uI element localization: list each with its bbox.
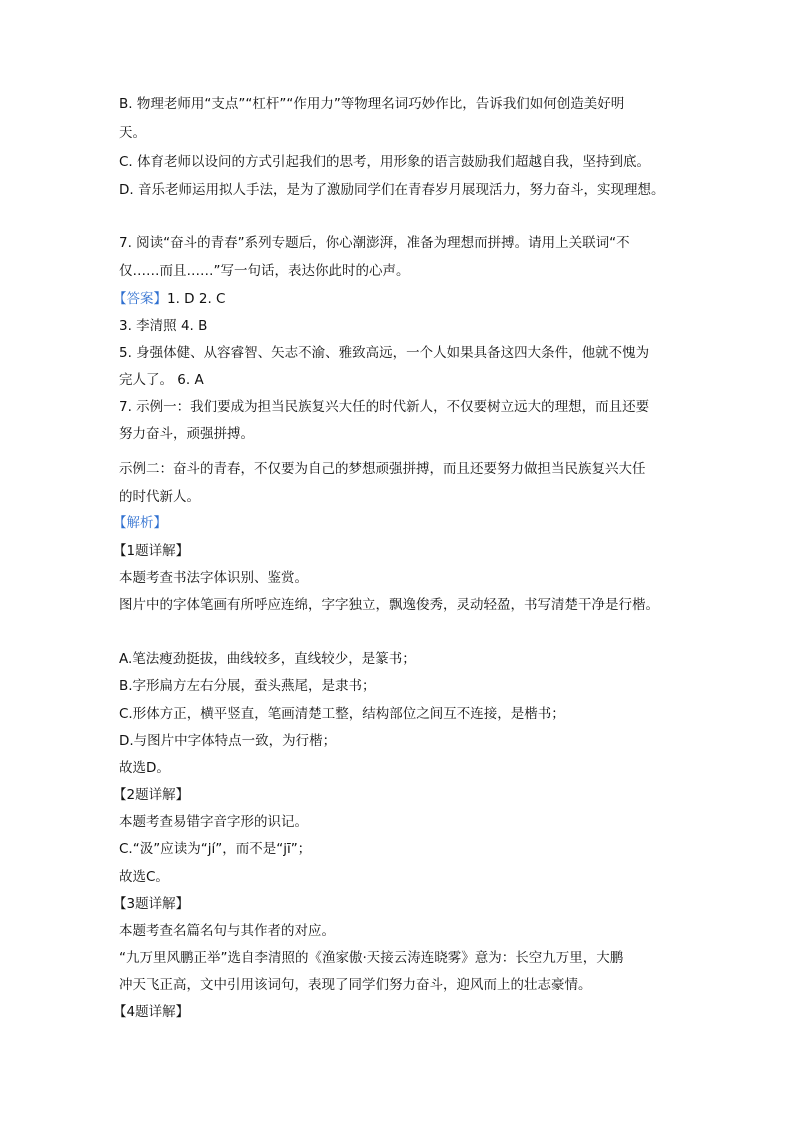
option-b-line1: B. 物理老师用“支点”“杠杆”“作用力”等物理名词巧妙作比，告诉我们如何创造美好明 (119, 96, 625, 112)
answer-tag: 【答案】 (113, 291, 167, 307)
answer-line3b: 完人了。 6. A (119, 372, 204, 388)
q2-heading: 【2题详解】 (113, 787, 190, 803)
answer-line3a: 5. 身强体健、从容睿智、矢志不渝、雅致高远，一个人如果具备这四大条件，他就不愧为 (119, 345, 650, 361)
answer-line2: 3. 李清照 4. B (119, 318, 208, 334)
answer-line1 (113, 290, 225, 308)
q4-heading: 【4题详解】 (113, 1004, 190, 1020)
q1-line: B.字形扁方左右分展，蚕头燕尾，是隶书； (119, 678, 376, 694)
option-c: C. 体育老师以设问的方式引起我们的思考，用形象的语言鼓励我们超越自我，坚持到底。 (119, 154, 651, 170)
q2-line: C.“汲”应读为“jí”，而不是“jī”； (119, 841, 312, 857)
q3-line: 冲天飞正高，文中引用该词句，表现了同学们努力奋斗，迎风而上的壮志豪情。 (119, 977, 592, 993)
q1-line: C.形体方正，横平竖直，笔画清楚工整，结构部位之间互不连接，是楷书； (119, 706, 565, 722)
q1-line: A.笔法瘦劲挺拔，曲线较多，直线较少，是篆书； (119, 651, 416, 667)
answer-line4a: 7. 示例一：我们要成为担当民族复兴大任的时代新人，不仅要树立远大的理想，而且还要 (119, 399, 650, 415)
q3-line: 本题考查名篇名句与其作者的对应。 (119, 923, 335, 939)
answer-1-2: 1. D 2. C (167, 291, 226, 307)
q1-line: 本题考查书法字体识别、鉴赏。 (119, 570, 308, 586)
option-d: D. 音乐老师运用拟人手法，是为了激励同学们在青春岁月展现活力，努力奋斗，实现理想。 (119, 182, 665, 198)
q1-line: D.与图片中字体特点一致，为行楷； (119, 733, 337, 749)
q2-line: 故选C。 (119, 869, 169, 885)
answer-line5a: 示例二：奋斗的青春，不仅要为自己的梦想顽强拼搏，而且还要努力做担当民族复兴大任 (119, 461, 646, 477)
q1-line: 图片中的字体笔画有所呼应连绵，字字独立，飘逸俊秀，灵动轻盈，书写清楚干净是行楷。 (119, 597, 659, 613)
q1-line: 故选D。 (119, 760, 170, 776)
answer-line4b: 努力奋斗，顽强拼搏。 (119, 426, 254, 442)
q3-heading: 【3题详解】 (113, 896, 190, 912)
question7-line2: 仅……而且……”写一句话，表达你此时的心声。 (119, 263, 410, 279)
q3-line: “九万里风鹏正举”选自李清照的《渔家傲·天接云涛连晓雾》意为：长空九万里，大鹏 (119, 950, 624, 966)
analysis-tag: 【解析】 (113, 515, 167, 531)
question7-line1: 7. 阅读“奋斗的青春”系列专题后，你心潮澎湃，准备为理想而拼搏。请用上关联词“不 (119, 235, 630, 251)
q2-line: 本题考查易错字音字形的识记。 (119, 814, 308, 830)
option-b-line2: 天。 (119, 125, 146, 141)
answer-line5b: 的时代新人。 (119, 489, 200, 505)
q1-heading: 【1题详解】 (113, 543, 190, 559)
